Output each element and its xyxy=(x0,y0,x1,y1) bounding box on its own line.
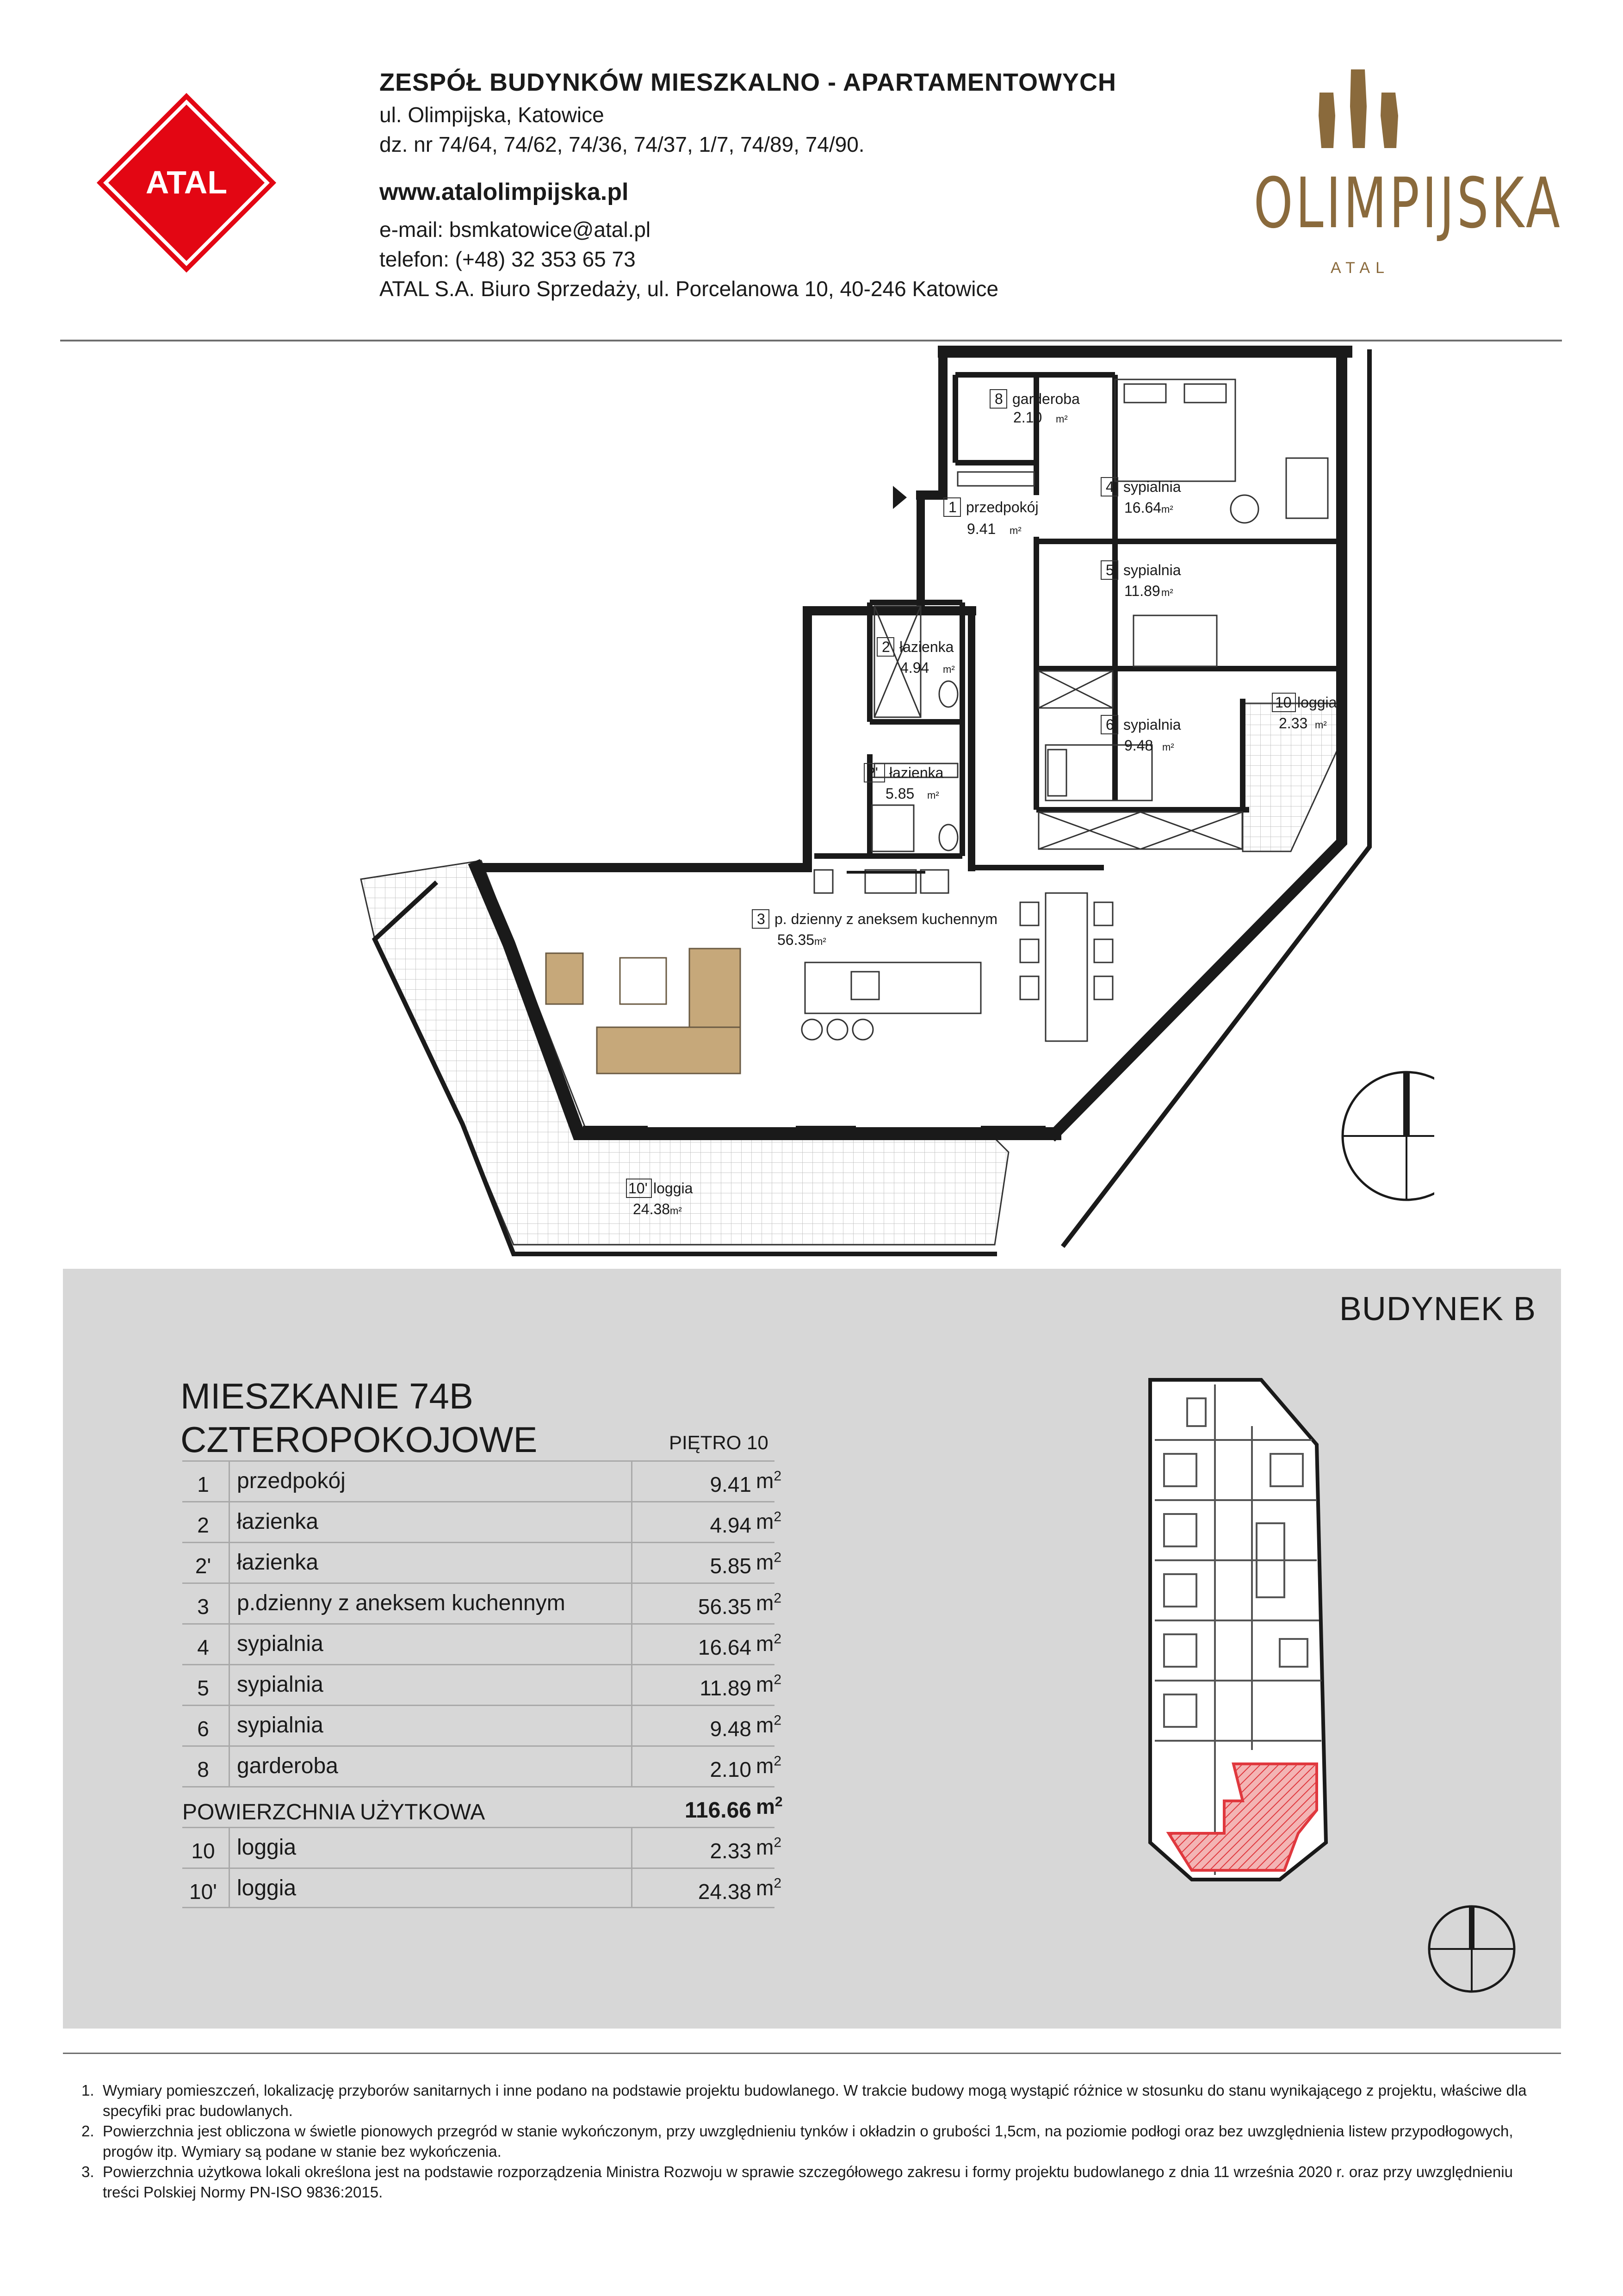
apartment-type: CZTEROPOKOJOWE xyxy=(180,1419,538,1460)
row-name: p.dzienny z aneksem kuchennym xyxy=(237,1591,565,1615)
atal-logo xyxy=(96,93,277,273)
atal-logo-text: ATAL xyxy=(145,164,228,200)
room-6-area: 9.48 xyxy=(1124,737,1153,754)
row-name: łazienka xyxy=(237,1550,319,1575)
row-name: sypialnia xyxy=(237,1713,323,1738)
row-unit: $m^2$ xyxy=(756,1835,782,1859)
row-name: sypialnia xyxy=(237,1672,323,1697)
room-2-num: 2 xyxy=(882,639,890,655)
project-address: ul. Olimpijska, Katowice xyxy=(379,103,604,127)
table-row xyxy=(182,1827,782,1868)
row-area: 2.33 xyxy=(710,1839,751,1863)
room-10b-name: loggia xyxy=(653,1180,693,1197)
total-area-row xyxy=(182,1786,783,1827)
row-area: 2.10 xyxy=(710,1757,751,1781)
room-2-area: 4.94 xyxy=(900,659,929,676)
footnote: 2. Powierzchnia jest obliczona w świetle pionowych przegród w stanie wykończonym, przy uwzględnieniu tynków i okładzin o grubości 1,5cm, na poziomie podłogi oraz bez uwzględnienia listew przypodłogowych, progów itp. Wymiary są podane w stanie bez wykończenia. xyxy=(81,2122,1513,2160)
room-10-area: 2.33 xyxy=(1279,715,1308,732)
room-10-num: 10 xyxy=(1275,694,1292,711)
living-room-furniture xyxy=(546,949,740,1074)
row-name: loggia xyxy=(237,1835,297,1860)
total-unit: $m^2$ xyxy=(756,1794,783,1818)
row-unit: $m^2$ xyxy=(756,1631,782,1656)
room-2-name: łazienka xyxy=(899,639,954,655)
table-row xyxy=(182,1460,782,1501)
room-area-table xyxy=(182,1460,783,1908)
room-4-unit: m² xyxy=(1161,503,1173,515)
table-row xyxy=(182,1542,782,1582)
room-8-name: garderoba xyxy=(1012,391,1080,407)
room-5-area: 11.89 xyxy=(1124,583,1160,599)
row-name: przedpokój xyxy=(237,1469,346,1493)
room-5-unit: m² xyxy=(1161,587,1173,598)
contact-phone: telefon: (+48) 32 353 65 73 xyxy=(379,247,636,271)
room-8-area: 2.10 xyxy=(1013,409,1042,426)
row-unit: $m^2$ xyxy=(756,1590,782,1615)
compass-icon xyxy=(1425,1903,1518,1995)
room-3-area: 56.35 xyxy=(777,931,815,948)
row-unit: $m^2$ xyxy=(756,1713,782,1737)
room-labels xyxy=(626,390,1337,1217)
footnotes xyxy=(81,2080,1543,2203)
table-row xyxy=(182,1582,782,1623)
table-row xyxy=(182,1868,782,1908)
building-key-plan xyxy=(1122,1371,1381,1907)
olimpijska-brand xyxy=(1212,65,1563,287)
kitchen-dining xyxy=(802,870,1113,1041)
table-row xyxy=(182,1705,782,1745)
total-label: POWIERZCHNIA UŻYTKOWA xyxy=(182,1800,485,1824)
room-6-name: sypialnia xyxy=(1123,716,1181,733)
row-unit: $m^2$ xyxy=(756,1509,782,1533)
row-area: 9.41 xyxy=(710,1472,751,1496)
row-num: 1 xyxy=(197,1472,209,1496)
row-num: 5 xyxy=(197,1676,209,1700)
row-area: 9.48 xyxy=(710,1717,751,1741)
row-unit: $m^2$ xyxy=(756,1672,782,1696)
row-num: 2' xyxy=(195,1554,211,1578)
room-10-unit: m² xyxy=(1315,719,1327,731)
row-area: 5.85 xyxy=(710,1554,751,1578)
room-2-unit: m² xyxy=(943,664,955,675)
total-area: 116.66 xyxy=(684,1798,751,1823)
room-4-area: 16.64 xyxy=(1124,499,1162,516)
brand-name: OLIMPIJSKA xyxy=(1253,163,1563,244)
row-unit: $m^2$ xyxy=(756,1875,782,1900)
table-row xyxy=(182,1501,782,1542)
room-6-num: 6 xyxy=(1106,716,1114,733)
row-num: 2 xyxy=(197,1513,209,1537)
room-4-num: 4 xyxy=(1106,478,1114,495)
footnote: 1. Wymiary pomieszczeń, lokalizację przyborów sanitarnych i inne podano na podstawie projektu budowlanego. W trakcie budowy mogą wystąpić różnice w stosunku do stanu wynikającego z projektu, właściwe dla specyfiki prac budowlanych. xyxy=(81,2082,1527,2119)
row-unit: $m^2$ xyxy=(756,1550,782,1574)
row-area: 56.35 xyxy=(698,1595,751,1619)
notes-divider xyxy=(63,2053,1561,2054)
room-8-num: 8 xyxy=(995,391,1003,407)
room-2b-area: 5.85 xyxy=(886,785,915,802)
room-10b-num: 10' xyxy=(628,1180,648,1197)
header-info xyxy=(379,65,1166,304)
room-3-unit: m² xyxy=(814,936,826,947)
footnote: 3. Powierzchnia użytkowa lokali określona jest na podstawie rozporządzenia Ministra Rozwoju w sprawie szczegółowego zakresu i formy projektu budowlanego z dnia 11 września 2020 r. oraz przy uwzględnieniu treści Polskiej Normy PN-ISO 9836:2015. xyxy=(81,2163,1513,2201)
website-link[interactable]: www.atalolimpijska.pl xyxy=(379,179,629,205)
row-num: 8 xyxy=(197,1757,209,1781)
row-num: 10 xyxy=(191,1839,215,1863)
room-6-unit: m² xyxy=(1162,741,1174,753)
floor-plan xyxy=(324,338,1434,1263)
row-name: łazienka xyxy=(237,1509,319,1534)
room-8-unit: m² xyxy=(1056,413,1068,425)
room-2b-unit: m² xyxy=(927,789,939,801)
room-4-name: sypialnia xyxy=(1123,478,1181,495)
floor-label: PIĘTRO 10 xyxy=(669,1432,768,1453)
project-parcels: dz. nr 74/64, 74/62, 74/36, 74/37, 1/7, 74/89, 74/90. xyxy=(379,132,865,156)
olimpijska-emblem-icon xyxy=(1212,65,1508,162)
row-unit: $m^2$ xyxy=(756,1468,782,1493)
room-10-name: loggia xyxy=(1297,694,1337,711)
row-num: 6 xyxy=(197,1717,209,1741)
contact-email[interactable]: e-mail: bsmkatowice@atal.pl xyxy=(379,217,651,242)
building-label: BUDYNEK B xyxy=(1339,1291,1536,1328)
room-10b-unit: m² xyxy=(670,1205,682,1216)
room-1-name: przedpokój xyxy=(966,499,1039,515)
room-5-name: sypialnia xyxy=(1123,562,1181,578)
table-row xyxy=(182,1664,782,1705)
table-row xyxy=(182,1623,782,1664)
entrance-arrow-icon xyxy=(893,486,907,509)
row-area: 16.64 xyxy=(698,1635,751,1659)
room-1-num: 1 xyxy=(948,499,957,515)
row-name: loggia xyxy=(237,1876,297,1900)
row-unit: $m^2$ xyxy=(756,1753,782,1778)
apartment-info-panel xyxy=(63,1269,1561,2029)
row-name: sypialnia xyxy=(237,1632,323,1656)
table-row xyxy=(182,1745,782,1786)
row-area: 4.94 xyxy=(710,1513,751,1537)
row-area: 24.38 xyxy=(698,1880,751,1904)
built-in-wardrobes xyxy=(958,472,1242,849)
sales-office: ATAL S.A. Biuro Sprzedaży, ul. Porcelanowa 10, 40-246 Katowice xyxy=(379,277,999,301)
room-2b-num: 2' xyxy=(867,764,878,781)
brand-sub: ATAL xyxy=(1331,259,1390,277)
room-1-unit: m² xyxy=(1010,525,1022,536)
row-area: 11.89 xyxy=(700,1676,751,1700)
row-num: 4 xyxy=(197,1635,209,1659)
room-3-name: p. dzienny z aneksem kuchennym xyxy=(774,911,998,927)
compass-icon xyxy=(1343,1072,1434,1200)
room-2b-name: łazienka xyxy=(889,764,944,781)
room-1-area: 9.41 xyxy=(967,521,996,537)
row-num: 10' xyxy=(189,1880,217,1904)
room-5-num: 5 xyxy=(1106,562,1114,578)
room-10b-area: 24.38 xyxy=(633,1201,670,1217)
room-3-num: 3 xyxy=(757,911,765,927)
row-num: 3 xyxy=(197,1595,209,1619)
project-title: ZESPÓŁ BUDYNKÓW MIESZKALNO - APARTAMENTOWYCH xyxy=(379,68,1116,96)
apartment-title: MIESZKANIE 74B xyxy=(180,1376,473,1416)
row-name: garderoba xyxy=(237,1754,338,1778)
